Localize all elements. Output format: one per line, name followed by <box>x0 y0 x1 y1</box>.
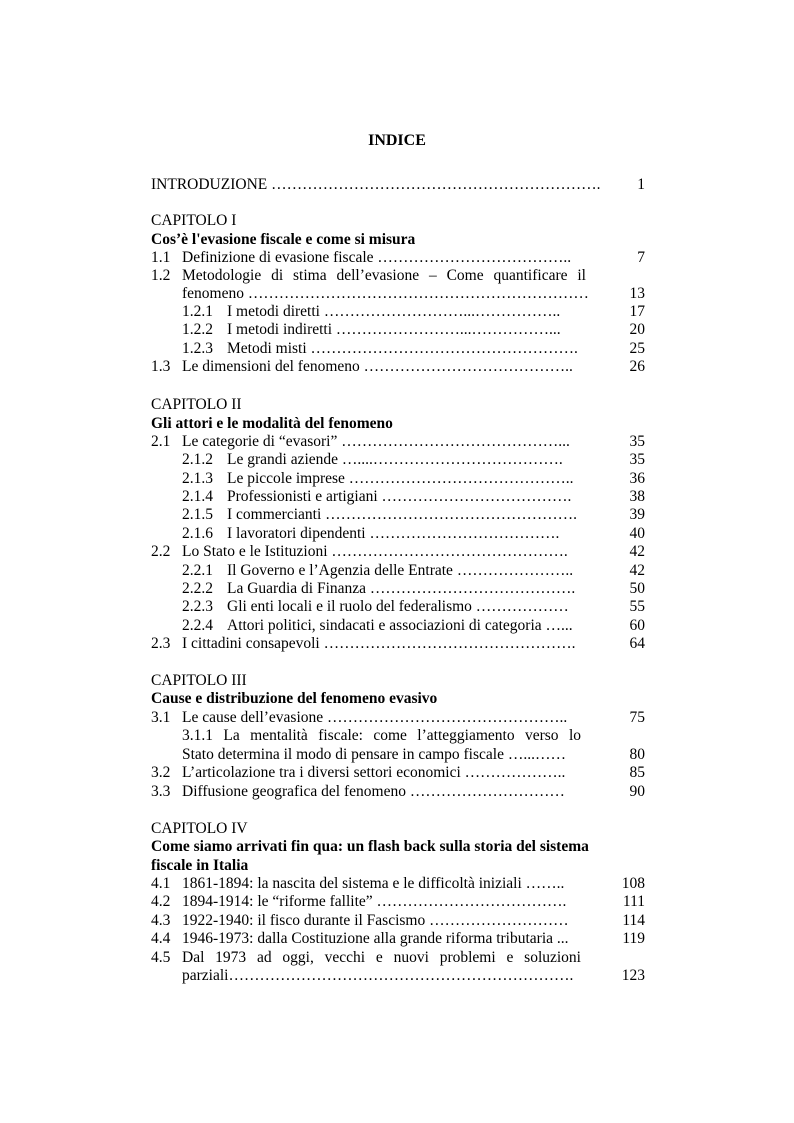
toc-entry <box>0 893 794 911</box>
toc-entry-number: 1.2.1 <box>182 303 213 320</box>
toc-page-number: 26 <box>629 358 645 375</box>
toc-entry <box>0 470 794 488</box>
toc-entry-number: 3.2 <box>151 764 171 781</box>
toc-page-number: 123 <box>621 967 645 984</box>
toc-entry-text: I cittadini consapevoli …………………………………………. <box>182 635 576 652</box>
toc-entry-text: I lavoratori dipendenti ………………………………. <box>227 525 560 542</box>
toc-entry-text: Le categorie di “evasori” ……………………………………... <box>182 433 570 450</box>
toc-entry-text: Lo Stato e le Istituzioni ………………………………………. <box>182 543 568 560</box>
toc-page-number: 50 <box>629 580 645 597</box>
toc-entry-number: 1.3 <box>151 358 171 375</box>
toc-entry <box>0 488 794 506</box>
toc-entry-text: Le piccole imprese …………………………………….. <box>227 470 574 487</box>
toc-entry <box>0 912 794 930</box>
chapter-label: CAPITOLO IV <box>151 820 248 837</box>
toc-entry-text: Gli enti locali e il ruolo del federalismo ……………… <box>227 598 569 615</box>
toc-entry-number: 1.2.3 <box>182 340 213 357</box>
chapter-title: Come siamo arrivati fin qua: un flash back sulla storia del sistema <box>151 838 589 855</box>
toc-entry-text: INTRODUZIONE ………………………………………………………. <box>151 176 601 193</box>
toc-entry-intro <box>0 176 794 194</box>
chapter-title-continuation: fiscale in Italia <box>151 857 249 874</box>
toc-entry <box>0 321 794 339</box>
toc-page-number: 36 <box>629 470 645 487</box>
toc-entry <box>0 303 794 321</box>
toc-entry-text: Metodologie di stima dell’evasione – Come quantificare il <box>182 267 586 284</box>
toc-entry-text: I metodi indiretti ……………………...……………... <box>227 321 561 338</box>
toc-entry <box>0 783 794 801</box>
toc-page-number: 75 <box>629 709 645 726</box>
toc-entry-text: parziali…………………………………………………………. <box>182 967 574 984</box>
chapter-title: Gli attori e le modalità del fenomeno <box>151 415 393 432</box>
toc-entry-number: 1.2.2 <box>182 321 213 338</box>
toc-entry <box>0 617 794 635</box>
toc-entry-number: 2.3 <box>151 635 171 652</box>
toc-entry-text: Dal 1973 ad oggi, vecchi e nuovi problemi e soluzioni <box>182 949 581 966</box>
toc-entry-text: I commercianti …………………………………………. <box>227 506 577 523</box>
toc-entry <box>0 451 794 469</box>
toc-page-number: 35 <box>629 451 645 468</box>
toc-page-number: 39 <box>629 506 645 523</box>
toc-entry <box>0 727 794 745</box>
toc-page-number: 114 <box>622 912 645 929</box>
toc-page-number: 111 <box>622 893 645 910</box>
toc-entry <box>0 949 794 967</box>
chapter-label: CAPITOLO II <box>151 396 242 413</box>
toc-page-number: 7 <box>637 249 645 266</box>
toc-entry-text: Definizione di evasione fiscale ……………………………….. <box>182 249 572 266</box>
toc-entry <box>0 580 794 598</box>
toc-page-number: 108 <box>621 875 645 892</box>
toc-entry <box>0 930 794 948</box>
toc-entry-number: 2.2 <box>151 543 171 560</box>
toc-entry <box>0 709 794 727</box>
toc-page-number: 119 <box>622 930 645 947</box>
toc-page-number: 25 <box>629 340 645 357</box>
toc-entry-text: 1861-1894: la nascita del sistema e le difficoltà iniziali …….. <box>182 875 565 892</box>
toc-entry-number: 4.2 <box>151 893 171 910</box>
toc-page-number: 42 <box>629 543 645 560</box>
toc-entry-number: 2.1 <box>151 433 171 450</box>
toc-entry-number: 2.2.2 <box>182 580 213 597</box>
toc-entry <box>0 506 794 524</box>
toc-page-number: 38 <box>629 488 645 505</box>
chapter-label: CAPITOLO I <box>151 212 237 229</box>
toc-entry-number: 4.1 <box>151 875 171 892</box>
toc-entry <box>0 875 794 893</box>
toc-entry-text: L’articolazione tra i diversi settori economici ……………….. <box>182 764 566 781</box>
toc-page-number: 35 <box>629 433 645 450</box>
toc-page-number: 40 <box>629 525 645 542</box>
toc-entry-number: 1.1 <box>151 249 171 266</box>
toc-entry-number: 2.1.3 <box>182 470 213 487</box>
toc-entry-text: fenomeno ………………………………………………………… <box>182 285 589 302</box>
toc-page-number: 85 <box>629 764 645 781</box>
toc-entry-text: I metodi diretti ………………………...…………….. <box>227 303 561 320</box>
toc-entry-number: 2.1.5 <box>182 506 213 523</box>
toc-page-number: 20 <box>629 321 645 338</box>
toc-page-number: 13 <box>629 285 645 302</box>
toc-entry-text: 1922-1940: il fisco durante il Fascismo ……………………… <box>182 912 569 929</box>
toc-page-number: 90 <box>629 783 645 800</box>
toc-entry-text: La Guardia di Finanza …………………………………. <box>227 580 576 597</box>
toc-entry-number: 2.2.4 <box>182 617 213 634</box>
toc-entry-text: Le cause dell’evasione ……………………………………….. <box>182 709 568 726</box>
toc-entry-number: 3.3 <box>151 783 171 800</box>
toc-entry-text: Metodi misti ……………………………………………. <box>227 340 578 357</box>
toc-entry-text: Le dimensioni del fenomeno ………………………………….. <box>182 358 573 375</box>
toc-page-number: 1 <box>637 176 645 193</box>
toc-entry-text: Le grandi aziende …....………………………………. <box>227 451 563 468</box>
toc-entry-text: 1946-1973: dalla Costituzione alla grande riforma tributaria ... <box>182 930 569 947</box>
toc-entry-text: 1894-1914: le “riforme fallite” ………………………………. <box>182 893 567 910</box>
toc-page-number: 55 <box>629 598 645 615</box>
toc-entry-number: 4.4 <box>151 930 171 947</box>
toc-entry-text: Il Governo e l’Agenzia delle Entrate ………………….. <box>227 562 574 579</box>
toc-page-number: 17 <box>629 303 645 320</box>
toc-entry-number: 2.2.3 <box>182 598 213 615</box>
toc-entry <box>0 267 794 285</box>
toc-entry <box>0 543 794 561</box>
chapter-label: CAPITOLO III <box>151 672 247 689</box>
toc-entry-number: 3.1 <box>151 709 171 726</box>
toc-entry-continuation <box>0 746 794 764</box>
toc-entry <box>0 525 794 543</box>
page-title: INDICE <box>368 132 426 149</box>
toc-entry <box>0 635 794 653</box>
toc-entry <box>0 433 794 451</box>
toc-entry <box>0 340 794 358</box>
toc-entry-number: 4.3 <box>151 912 171 929</box>
toc-entry <box>0 358 794 376</box>
toc-entry-number: 4.5 <box>151 949 171 966</box>
toc-entry <box>0 764 794 782</box>
toc-entry <box>0 598 794 616</box>
toc-page-number: 42 <box>629 562 645 579</box>
toc-entry-text: 3.1.1 La mentalità fiscale: come l’atteggiamento verso lo <box>182 727 581 744</box>
toc-entry-number: 1.2 <box>151 267 171 284</box>
toc-entry-continuation <box>0 967 794 985</box>
toc-entry-number: 2.2.1 <box>182 562 213 579</box>
chapter-title: Cause e distribuzione del fenomeno evasivo <box>151 690 438 707</box>
toc-entry-text: Professionisti e artigiani ………………………………. <box>227 488 572 505</box>
toc-entry-text: Diffusione geografica del fenomeno ………………………… <box>182 783 565 800</box>
toc-entry-continuation <box>0 285 794 303</box>
toc-page-number: 64 <box>629 635 645 652</box>
toc-entry <box>0 562 794 580</box>
toc-entry-number: 2.1.4 <box>182 488 213 505</box>
chapter-title: Cos’è l'evasione fiscale e come si misura <box>151 231 416 248</box>
toc-entry-number: 2.1.2 <box>182 451 213 468</box>
toc-page-number: 80 <box>629 746 645 763</box>
toc-entry-number: 2.1.6 <box>182 525 213 542</box>
toc-entry-text: Stato determina il modo di pensare in campo fiscale …...…… <box>182 746 566 763</box>
toc-page-number: 60 <box>629 617 645 634</box>
toc-entry <box>0 249 794 267</box>
toc-entry-text: Attori politici, sindacati e associazioni di categoria …... <box>227 617 573 634</box>
